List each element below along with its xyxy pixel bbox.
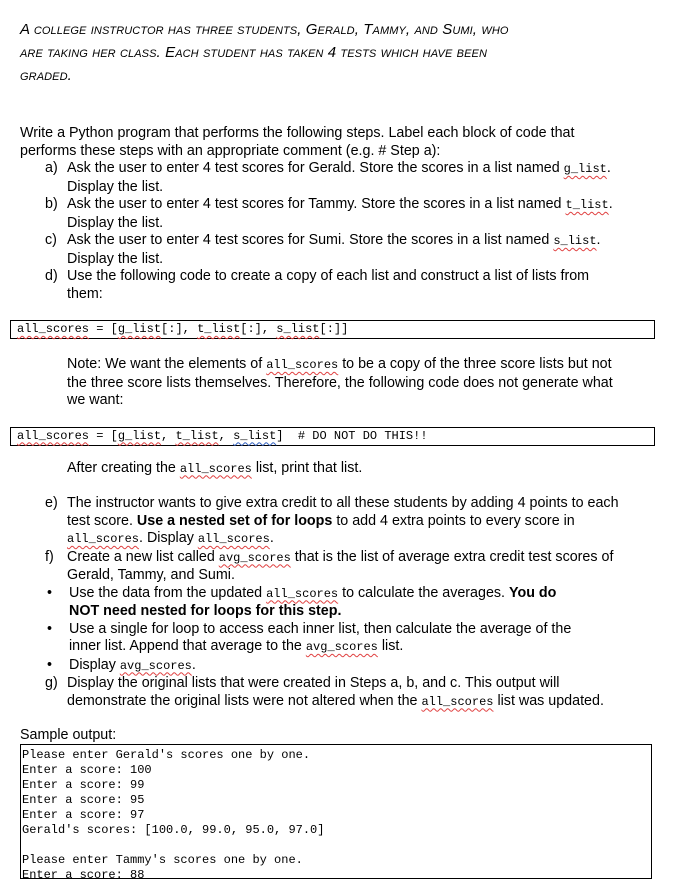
sample-output-line: Please enter Tammy's scores one by one. [22, 853, 303, 867]
heading-line: are taking her class. Each student has taken 4 tests which have been [20, 44, 488, 61]
code-var: all_scores [17, 428, 90, 443]
step-a [20, 160, 680, 196]
step-punct: . [608, 196, 613, 212]
sample-output-box [20, 744, 652, 879]
instructions-intro [20, 125, 680, 160]
step-text: list was updated. [493, 692, 604, 709]
step-label: e) [45, 495, 58, 511]
bullet-text: list. [377, 638, 404, 654]
code-comment: # DO NOT DO THIS!! [283, 428, 428, 443]
code-avg-scores: avg_scores [305, 640, 378, 654]
step-label: d) [45, 268, 58, 284]
code-text: [:], [161, 322, 198, 336]
heading-line: graded. [20, 67, 72, 84]
bullet-bold-text: You do [509, 584, 557, 601]
step-label: c) [45, 232, 57, 248]
step-text: Display the original lists that were created in Steps a, b, and c. This output will [67, 675, 560, 691]
step-text: Create a new list called [67, 548, 219, 565]
step-label: f) [45, 548, 54, 565]
code-avg-scores: avg_scores [218, 550, 291, 565]
code-all-scores: all_scores [67, 532, 140, 546]
note-paragraph [20, 356, 680, 410]
step-f [20, 549, 680, 676]
code-var: s_list [233, 428, 277, 443]
code-all-scores: all_scores [266, 586, 339, 601]
after-text: After creating the [67, 459, 180, 476]
document-page [17, 0, 680, 879]
step-punct: . [269, 530, 274, 546]
step-text: them: [67, 285, 103, 302]
step-text: Ask the user to enter 4 test scores for Tammy. Store the scores in a list named [67, 196, 566, 212]
sample-output-line: Enter a score: 100 [22, 763, 152, 777]
step-e [20, 495, 680, 549]
step-punct: . [606, 160, 611, 176]
code-g-list: g_list [563, 162, 607, 176]
step-text: that is the list of average extra credit test scores of [290, 548, 614, 565]
steps-e-to-g [20, 495, 680, 711]
code-s-list: s_list [553, 234, 597, 248]
note-text: we want: [67, 392, 124, 408]
step-label: a) [45, 160, 58, 176]
code-var: s_list [276, 322, 320, 336]
bullet-text: . [191, 656, 196, 673]
steps-a-to-d [20, 160, 680, 303]
code-var: all_scores [17, 322, 90, 336]
step-text: Display the list. [67, 214, 164, 231]
bullet-item [20, 657, 680, 676]
step-c [20, 232, 680, 268]
code-text: , [218, 428, 234, 443]
step-text: Gerald, Tammy, and Sumi. [67, 567, 235, 583]
code-box-copy-lists [10, 320, 655, 339]
bullet-dot: • [47, 584, 53, 601]
code-all-scores: all_scores [179, 461, 252, 476]
step-d [20, 268, 680, 303]
code-text: , [161, 428, 176, 443]
code-var: t_list [175, 428, 219, 443]
bullet-item [20, 621, 680, 657]
sample-output-line: Enter a score: 95 [22, 793, 145, 807]
step-f-bullets [20, 585, 680, 676]
code-text: [:]] [319, 322, 349, 336]
sample-output-line: Gerald's scores: [100.0, 99.0, 95.0, 97.0] [22, 823, 325, 837]
code-text: = [ [89, 322, 118, 336]
step-text: . Display [139, 530, 198, 546]
bullet-text: Display [69, 656, 120, 673]
step-punct: . [596, 232, 601, 248]
code-var: g_list [117, 428, 162, 443]
step-text: The instructor wants to give extra credit to all these students by adding 4 points to each [67, 495, 619, 511]
step-b [20, 196, 680, 232]
code-text: = [ [89, 428, 118, 443]
step-text: test score. [67, 512, 137, 529]
step-text: to add 4 extra points to every score in [332, 512, 575, 529]
bullet-text: Use the data from the updated [69, 584, 267, 601]
code-box-wrong-example [10, 427, 655, 446]
step-label: g) [45, 675, 58, 691]
code-var: t_list [197, 322, 241, 336]
bullet-text: inner list. Append that average to the [69, 638, 306, 654]
step-text: Ask the user to enter 4 test scores for Sumi. Store the scores in a list named [67, 232, 554, 248]
note-text: the three score lists themselves. Therefore, the following code does not generate what [67, 374, 613, 391]
sample-output-line: Please enter Gerald's scores one by one. [22, 748, 311, 762]
code-all-scores: all_scores [421, 694, 494, 709]
step-text: demonstrate the original lists were not altered when the [67, 692, 422, 709]
code-text: [:], [240, 322, 277, 336]
sample-output-line: Enter a score: 97 [22, 808, 145, 822]
step-bold-text: Use a nested set of for loops [136, 512, 333, 529]
intro-line: performs these steps with an appropriate comment (e.g. # Step a): [20, 142, 441, 159]
after-paragraph [20, 460, 680, 479]
bullet-text: Use a single for loop to access each inner list, then calculate the average of the [69, 620, 572, 637]
heading-line: A college instructor has three students, Gerald, Tammy, and Sumi, who [20, 21, 509, 38]
code-all-scores: all_scores [197, 532, 270, 546]
step-text: Use the following code to create a copy of each list and construct a list of lists from [67, 268, 590, 284]
step-text: Ask the user to enter 4 test scores for Gerald. Store the scores in a list named [67, 160, 564, 176]
sample-output-line: Enter a score: 88 [22, 868, 145, 879]
assignment-heading [20, 18, 680, 87]
code-var: g_list [117, 322, 162, 336]
intro-line: Write a Python program that performs the following steps. Label each block of code that [20, 125, 575, 141]
bullet-text: to calculate the averages. [338, 584, 509, 601]
after-text: list, print that list. [251, 459, 363, 476]
bullet-bold-text: NOT need nested for loops for this step. [69, 603, 342, 619]
code-text: ] [276, 428, 284, 443]
sample-output-line: Enter a score: 99 [22, 778, 145, 792]
code-t-list: t_list [565, 198, 609, 212]
step-label: b) [45, 196, 58, 212]
bullet-dot: • [47, 620, 53, 637]
sample-output-line [21, 838, 651, 853]
sample-output-label: Sample output: [20, 727, 117, 743]
bullet-dot: • [47, 656, 53, 673]
code-all-scores: all_scores [266, 358, 339, 372]
step-text: Display the list. [67, 250, 164, 267]
code-avg-scores: avg_scores [119, 658, 192, 673]
step-text: Display the list. [67, 178, 164, 195]
note-text: Note: We want the elements of [67, 356, 267, 372]
note-text: to be a copy of the three score lists but not [338, 356, 612, 372]
bullet-item [20, 585, 680, 621]
step-g [20, 675, 680, 711]
